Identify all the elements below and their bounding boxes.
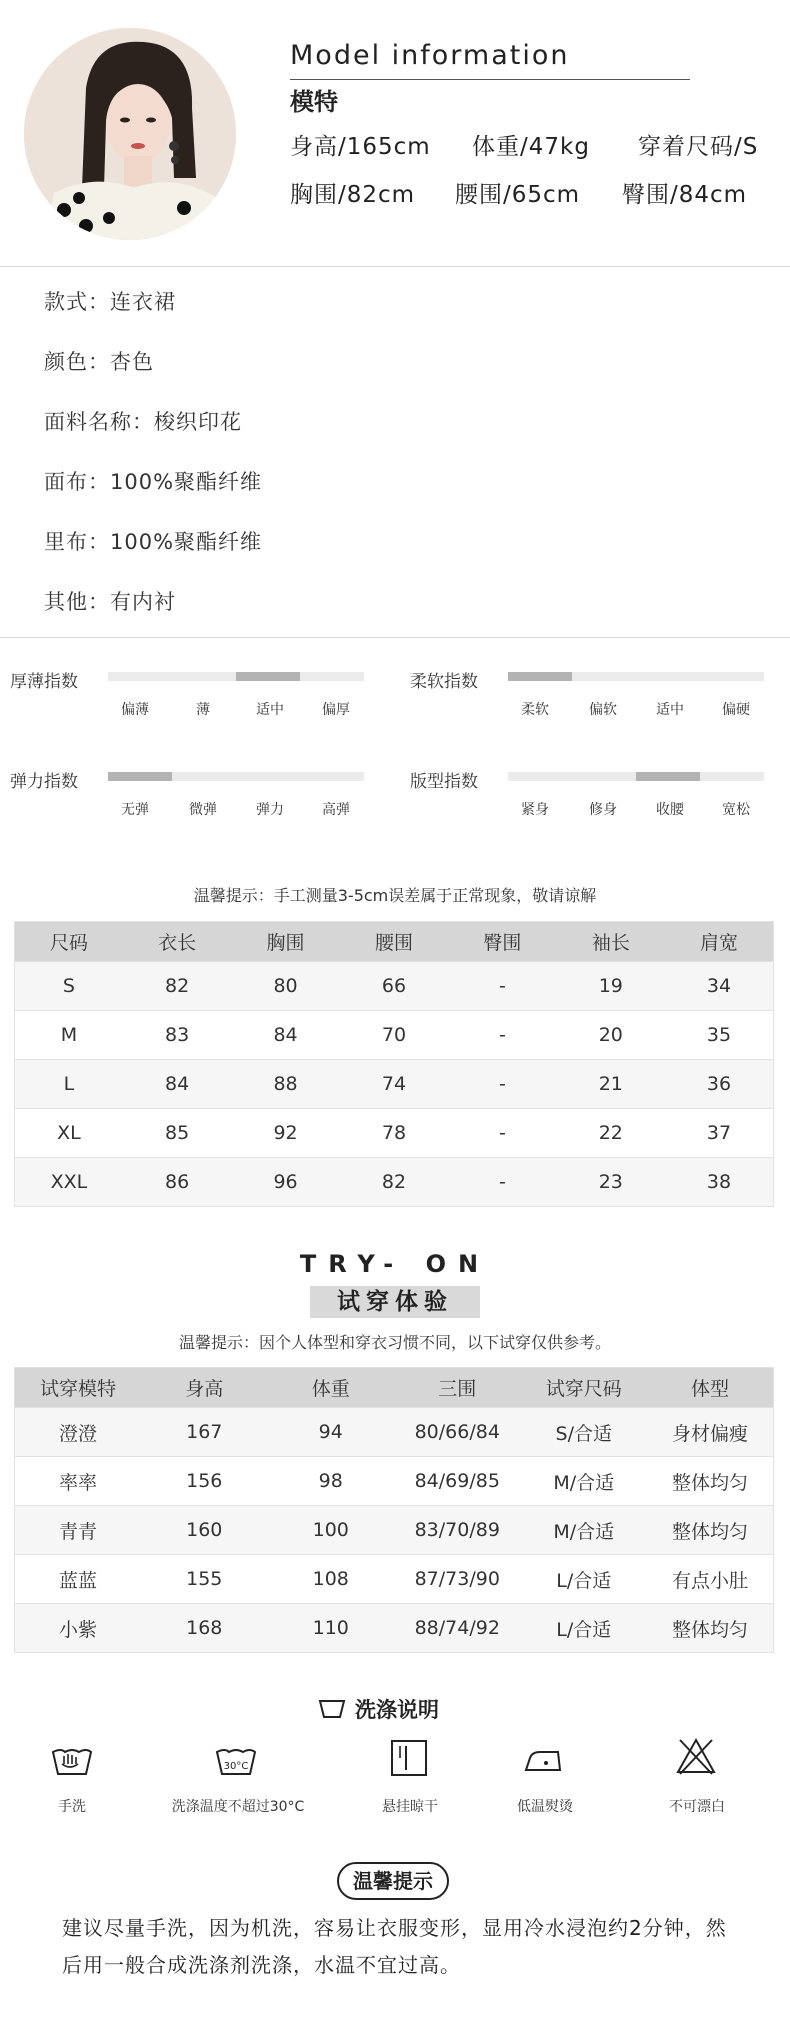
elasticity-index-label: 高弹 [322,802,350,818]
softness-index-fill [508,672,572,681]
thickness-index-fill [236,672,300,681]
elasticity-index-label: 微弹 [189,802,217,818]
tryon-table-cell: 98 [268,1457,395,1506]
size-table-cell: 74 [340,1060,448,1109]
tryon-table-cell: 94 [268,1408,395,1457]
hang-dry-icon [387,1738,431,1778]
tryon-table-cell: 整体均匀 [647,1604,774,1653]
softness-index-label: 柔软 [521,702,549,718]
size-table-cell: - [448,1060,556,1109]
tryon-table-cell: 108 [268,1555,395,1604]
spec-fabric-name: 面料名称：梭织印花 [44,410,242,434]
tryon-table-cell: 整体均匀 [647,1506,774,1555]
wash-title: 洗涤说明 [355,1698,439,1722]
tryon-table-header-cell: 体型 [647,1368,774,1408]
tryon-table-cell: 蓝蓝 [15,1555,142,1604]
tryon-table-cell: 小紫 [15,1604,142,1653]
size-table-cell: 22 [557,1109,665,1158]
size-table-cell: 84 [123,1060,231,1109]
tryon-table-cell: 整体均匀 [647,1457,774,1506]
tryon-table-cell: 88/74/92 [394,1604,521,1653]
fit-index-track [508,772,764,781]
tryon-table-cell: 160 [141,1506,268,1555]
table-row [15,1408,774,1457]
tryon-table-header [15,1368,774,1408]
table-row [15,1457,774,1506]
size-table-cell: 96 [231,1158,339,1207]
size-table-cell: 78 [340,1109,448,1158]
model-photo-icon [24,28,236,240]
thickness-index-track [108,672,364,681]
size-table-header-cell: 衣长 [123,922,231,962]
tryon-table-cell: 156 [141,1457,268,1506]
size-table-cell: - [448,1109,556,1158]
table-row [15,1555,774,1604]
size-table-cell: M [15,1011,123,1060]
size-table-cell: 23 [557,1158,665,1207]
table-row [15,1060,774,1109]
tryon-table-cell: 168 [141,1604,268,1653]
size-table-cell: 84 [231,1011,339,1060]
section-divider [0,637,790,638]
elasticity-index-label: 弹力 [256,802,284,818]
size-table-header-cell: 肩宽 [665,922,773,962]
model-info-title: Model information [290,40,570,71]
fit-index-label: 修身 [589,802,617,818]
softness-index-label: 偏软 [589,702,617,718]
model-info-subtitle: 模特 [290,88,338,116]
tryon-table-cell: 身材偏瘦 [647,1408,774,1457]
size-table-cell: 83 [123,1011,231,1060]
no-bleach-label: 不可漂白 [669,1799,725,1815]
tryon-table-cell: 83/70/89 [394,1506,521,1555]
size-table-cell: 92 [231,1109,339,1158]
softness-index-title: 柔软指数 [410,672,478,692]
size-table-cell: L [15,1060,123,1109]
size-table [14,921,774,1207]
tryon-table-header-cell: 三围 [394,1368,521,1408]
tryon-table-cell: 167 [141,1408,268,1457]
spec-lining: 里布：100%聚酯纤维 [44,530,263,554]
size-table-cell: 70 [340,1011,448,1060]
tryon-table-cell: 155 [141,1555,268,1604]
size-table-tip: 温馨提示：手工测量3-5cm误差属于正常现象，敬请谅解 [193,886,597,905]
low-iron-icon [522,1740,566,1780]
thickness-index-label: 薄 [196,702,210,718]
tryon-table-header-cell: 体重 [268,1368,395,1408]
fit-index-title: 版型指数 [410,772,478,792]
tips-badge: 温馨提示 [337,1862,449,1900]
size-table-cell: 88 [231,1060,339,1109]
size-table-cell: 35 [665,1011,773,1060]
fit-index-label: 紧身 [521,802,549,818]
model-height: 身高/165cm [290,134,431,160]
tryon-table-cell: 青青 [15,1506,142,1555]
elasticity-index-track [108,772,364,781]
wash-30-label: 洗涤温度不超过30°C [171,1799,305,1815]
size-table-header [15,922,774,962]
table-row [15,1011,774,1060]
tryon-table-cell: 87/73/90 [394,1555,521,1604]
thickness-index-label: 适中 [256,702,284,718]
tryon-table-header-cell: 身高 [141,1368,268,1408]
size-table-cell: 80 [231,962,339,1011]
tryon-table-cell: 100 [268,1506,395,1555]
size-table-header-cell: 臀围 [448,922,556,962]
fit-index-label: 宽松 [722,802,750,818]
tryon-table-cell: 84/69/85 [394,1457,521,1506]
tryon-table-header-cell: 试穿模特 [15,1368,142,1408]
size-table-header-cell: 袖长 [557,922,665,962]
softness-index-label: 适中 [656,702,684,718]
tryon-table-cell: 有点小肚 [647,1555,774,1604]
size-table-cell: XXL [15,1158,123,1207]
elasticity-index-label: 无弹 [121,802,149,818]
tips-text: 建议尽量手洗，因为机洗，容易让衣服变形，显用冷水浸泡约2分钟，然后用一般合成洗涤剂洗涤，水温不宜过高。 [62,1916,727,1977]
size-table-cell: 20 [557,1011,665,1060]
tryon-title: TRY- ON [299,1250,491,1278]
tryon-table [14,1367,774,1653]
tryon-table-header-cell: 试穿尺码 [521,1368,648,1408]
elasticity-index-fill [108,772,172,781]
tryon-table-cell: L/合适 [521,1604,648,1653]
tryon-table-cell: 澄澄 [15,1408,142,1457]
size-table-cell: 36 [665,1060,773,1109]
size-table-cell: - [448,1011,556,1060]
size-table-header-cell: 胸围 [231,922,339,962]
tryon-table-cell: 110 [268,1604,395,1653]
model-hip: 臀围/84cm [622,182,748,208]
thickness-index-label: 偏薄 [121,702,149,718]
size-table-cell: 66 [340,962,448,1011]
size-table-cell: 82 [123,962,231,1011]
fit-index-label: 收腰 [656,802,684,818]
tryon-subtitle: 试穿体验 [310,1286,480,1318]
elasticity-index-title: 弹力指数 [10,772,78,792]
tryon-table-cell: M/合适 [521,1506,648,1555]
tryon-table-cell: S/合适 [521,1408,648,1457]
thickness-index-title: 厚薄指数 [10,672,78,692]
no-bleach-icon [674,1736,718,1776]
size-table-cell: XL [15,1109,123,1158]
size-table-cell: 86 [123,1158,231,1207]
size-table-cell: - [448,962,556,1011]
low-iron-label: 低温熨烫 [517,1799,573,1815]
model-waist: 腰围/65cm [455,182,581,208]
hand-wash-label: 手洗 [58,1799,86,1815]
wash-tub-icon [318,1697,346,1719]
spec-other: 其他：有内衬 [44,590,176,614]
size-table-cell: S [15,962,123,1011]
model-size: 穿着尺码/S [638,134,759,160]
tryon-table-cell: 率率 [15,1457,142,1506]
table-row [15,1604,774,1653]
wash-30-mark: 30°C [223,1761,249,1772]
table-row [15,1109,774,1158]
softness-index-track [508,672,764,681]
model-bust: 胸围/82cm [290,182,416,208]
table-row [15,1158,774,1207]
section-divider [0,266,790,267]
size-table-cell: - [448,1158,556,1207]
tryon-tip: 温馨提示：因个人体型和穿衣习惯不同，以下试穿仅供参考。 [178,1333,611,1352]
tryon-table-cell: L/合适 [521,1555,648,1604]
size-table-cell: 19 [557,962,665,1011]
title-divider [290,79,690,80]
size-table-header-cell: 尺码 [15,922,123,962]
fit-index-fill [636,772,700,781]
spec-color: 颜色：杏色 [44,350,154,374]
tryon-table-cell: M/合适 [521,1457,648,1506]
size-table-cell: 34 [665,962,773,1011]
hand-wash-icon [50,1740,94,1780]
size-table-header-cell: 腰围 [340,922,448,962]
size-table-cell: 21 [557,1060,665,1109]
spec-outer-fabric: 面布：100%聚酯纤维 [44,470,263,494]
table-row [15,1506,774,1555]
model-avatar [24,28,236,240]
spec-style: 款式：连衣裙 [44,290,176,314]
size-table-cell: 38 [665,1158,773,1207]
tryon-table-cell: 80/66/84 [394,1408,521,1457]
table-row [15,962,774,1011]
hang-dry-label: 悬挂晾干 [382,1799,438,1815]
size-table-cell: 82 [340,1158,448,1207]
wash-30-icon [214,1740,258,1780]
softness-index-label: 偏硬 [722,702,750,718]
size-table-cell: 85 [123,1109,231,1158]
thickness-index-label: 偏厚 [322,702,350,718]
model-weight: 体重/47kg [472,134,590,160]
size-table-cell: 37 [665,1109,773,1158]
